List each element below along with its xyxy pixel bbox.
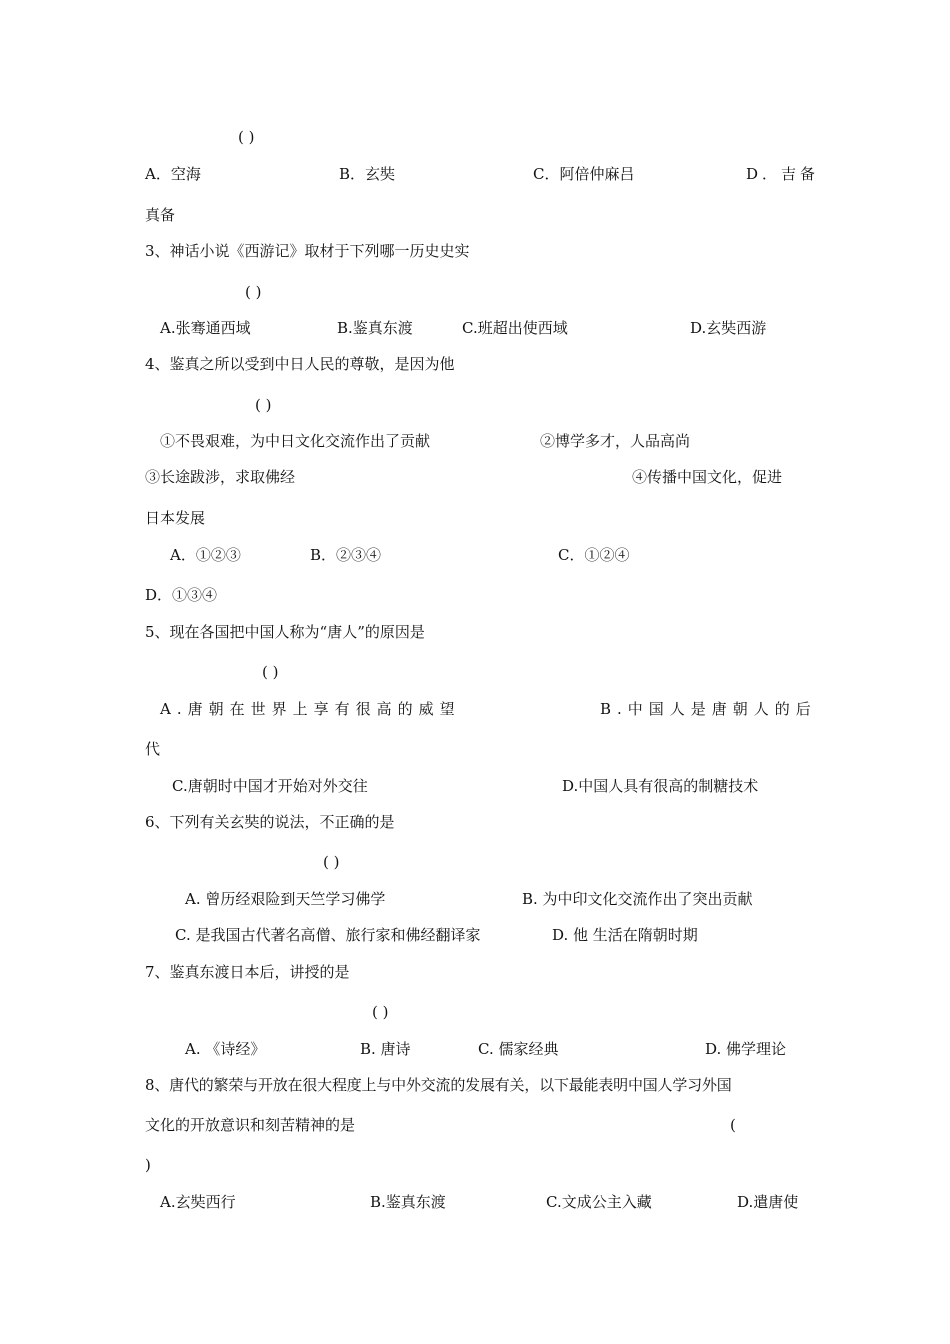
q5-option-c: C.唐朝时中国才开始对外交往 — [172, 777, 368, 795]
q8-option-a: A.玄奘西行 — [160, 1193, 236, 1211]
q5-option-b-continued: 代 — [145, 740, 161, 758]
q5-option-a: A.唐朝在世界上享有很高的威望 — [160, 700, 461, 718]
q8-option-d: D.遣唐使 — [737, 1193, 799, 1211]
q7-option-a: A. 《诗经》 — [185, 1040, 266, 1058]
q3-option-d: D.玄奘西游 — [690, 319, 767, 337]
q4-option-a: A．①②③ — [170, 546, 241, 564]
q6-option-b: B. 为中印文化交流作出了突出贡献 — [522, 890, 753, 908]
q2-option-c: C．阿倍仲麻吕 — [533, 165, 635, 183]
q6-option-d: D. 他 生活在隋朝时期 — [552, 926, 698, 944]
q3-answer-paren: ( ) — [245, 283, 262, 301]
q8-stem-line-1: 8、唐代的繁荣与开放在很大程度上与中外交流的发展有关，以下最能表明中国人学习外国 — [145, 1076, 732, 1094]
q4-statement-4: ④传播中国文化，促进 — [632, 468, 783, 486]
q7-option-d: D. 佛学理论 — [705, 1040, 787, 1058]
q5-answer-paren: ( ) — [262, 663, 279, 681]
q4-option-d: D．①③④ — [145, 586, 218, 604]
q3-stem: 3、神话小说《西游记》取材于下列哪一历史史实 — [145, 242, 470, 260]
q7-option-c: C. 儒家经典 — [478, 1040, 559, 1058]
q7-stem: 7、鉴真东渡日本后，讲授的是 — [145, 963, 350, 981]
q4-statement-4-continued: 日本发展 — [145, 509, 206, 527]
q2-answer-paren: ( ) — [238, 128, 255, 146]
q8-answer-paren-close: ) — [145, 1156, 151, 1174]
q7-answer-paren: ( ) — [372, 1003, 389, 1021]
q4-option-b: B．②③④ — [310, 546, 382, 564]
q6-option-c: C. 是我国古代著名高僧、旅行家和佛经翻译家 — [175, 926, 481, 944]
q3-option-a: A.张骞通西域 — [160, 319, 251, 337]
q2-option-a: A．空海 — [145, 165, 201, 183]
q6-stem: 6、下列有关玄奘的说法，不正确的是 — [145, 813, 395, 831]
q8-option-c: C.文成公主入藏 — [546, 1193, 652, 1211]
q7-option-b: B. 唐诗 — [360, 1040, 411, 1058]
q4-answer-paren: ( ) — [255, 396, 272, 414]
q2-option-b: B．玄奘 — [339, 165, 396, 183]
q6-option-a: A. 曾历经艰险到天竺学习佛学 — [185, 890, 386, 908]
q5-option-d: D.中国人具有很高的制糖技术 — [562, 777, 759, 795]
q5-stem: 5、现在各国把中国人称为“唐人”的原因是 — [145, 623, 425, 641]
q3-option-b: B.鉴真东渡 — [337, 319, 413, 337]
q4-stem: 4、鉴真之所以受到中日人民的尊敬，是因为他 — [145, 355, 455, 373]
q2-option-d-continued: 真备 — [145, 206, 176, 224]
q8-stem-line-2: 文化的开放意识和刻苦精神的是 — [145, 1116, 356, 1134]
q6-answer-paren: ( ) — [323, 853, 340, 871]
q8-option-b: B.鉴真东渡 — [370, 1193, 446, 1211]
q4-statement-3: ③长途跋涉，求取佛经 — [145, 468, 296, 486]
q3-option-c: C.班超出使西域 — [462, 319, 568, 337]
q4-option-c: C．①②④ — [558, 546, 630, 564]
q2-option-d: D．吉备 — [746, 165, 820, 183]
q4-statement-2: ②博学多才，人品高尚 — [540, 432, 691, 450]
q4-statement-1: ①不畏艰难，为中日文化交流作出了贡献 — [160, 432, 431, 450]
q5-option-b: B.中国人是唐朝人的后 — [600, 700, 817, 718]
q8-answer-paren-open: ( — [730, 1116, 736, 1134]
